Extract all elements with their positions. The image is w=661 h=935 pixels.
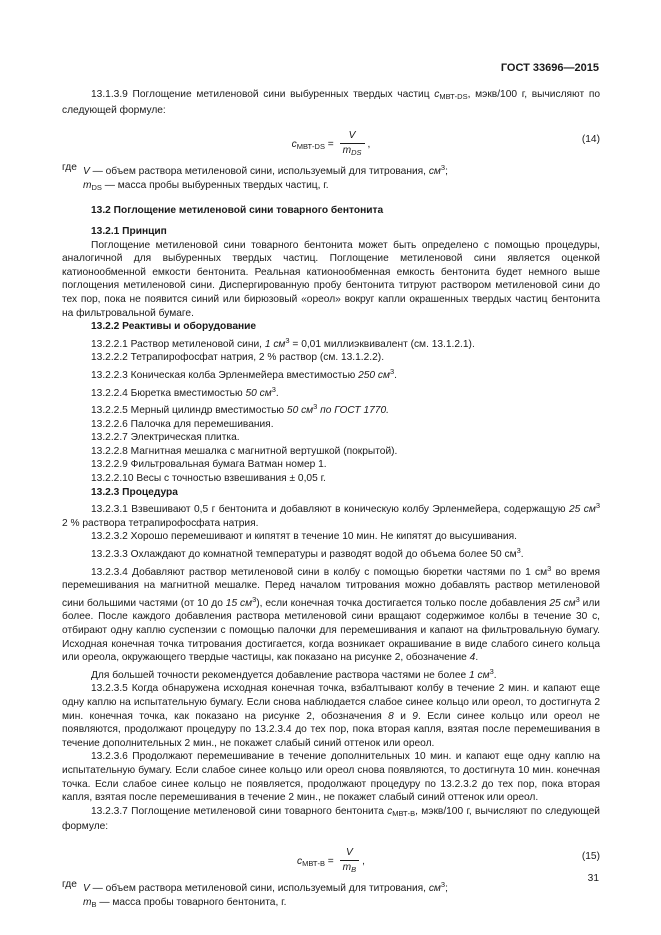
equation-number: (14) [581, 134, 600, 146]
text: , мэкв/100 г, вычисляют по следующей формуле: [62, 89, 601, 116]
list-item: 13.2.2.2 Тетрапирофосфат натрия, 2 % раствор (см. 13.1.2.2). [91, 352, 385, 364]
text: 13.2.3.7 Поглощение метиленовой сини товарного бентонита [91, 805, 388, 817]
superscript: 3 [271, 384, 276, 394]
text: 15 см [225, 597, 253, 609]
formula-expression: $c_{МВТ-DS}$ = $\frac{V}{m_{DS}}$ , [62, 129, 600, 159]
text: 13.2.2.5 Мерный цилиндр вместимостью [91, 405, 287, 417]
text: 13.2.3.3 Охлаждают до комнатной температуры и разводят водой до объема более 50 см [91, 549, 517, 561]
text: 50 см [286, 405, 314, 417]
text: 13.2.2.1 Раствор метиленовой сини, [91, 338, 265, 350]
text: 25 см [568, 504, 596, 516]
list-item [62, 383, 600, 401]
text: 13.2.3.4 Добавляют раствор метиленовой сини в колбу с помощью бюретки частями по 1 см [91, 566, 548, 578]
text: 13.2.3.1 Взвешивают 0,5 г бентонита и добавляют в коническую колбу Эрленмейера, содержащую [91, 504, 569, 516]
text: 50 см [245, 387, 272, 399]
unit: см [428, 166, 441, 178]
where-label: где [62, 162, 77, 174]
document-header: ГОСТ 33696—2015 [500, 62, 599, 74]
text: Для большей точности рекомендуется добавление раствора частями не более [91, 669, 470, 681]
superscript: 3 [285, 335, 290, 345]
formula-expression: $c_{МВТ-В}$ = $\frac{V}{m_B}$ , [62, 846, 600, 876]
formula-lhs: c [297, 855, 303, 867]
text: и [393, 710, 413, 722]
where-m-14 [62, 179, 600, 195]
text: — масса пробы товарного бентонита, г. [96, 896, 287, 908]
formula-15 [62, 840, 600, 874]
formula-lhs-subscript: МВТ-В [302, 858, 325, 868]
paragraph-13-2-3-3 [62, 544, 600, 562]
list-item: 13.2.2.10 Весы с точностью взвешивания ± 0,05 г. [91, 473, 326, 485]
equation-number: (15) [581, 850, 600, 862]
text: . [493, 669, 497, 681]
paragraph-13-1-3-9 [62, 88, 600, 117]
denominator [340, 861, 360, 877]
text: 8 [388, 710, 394, 722]
text: . [394, 369, 397, 381]
list-item [62, 365, 600, 383]
text: , мэкв/100 г, вычисляют по следующей формуле: [62, 805, 600, 833]
paragraph-principle: Поглощение метиленовой сини товарного бентонита может быть определено с помощью процедуры, аналогичной для выбуренных твердых частиц. Поглощение метиленовой сини является оценкой катионообменной емкости бентонита. Реальная катионообменная емкость бентонита будет немного выше поглощения метиленовой сини. Диспергированную пробу бентонита титруют раствором метиленовой сини до тех пор, пока не появится синий или бирюзовый «ореол» вокруг капли окрашенных твердых частиц бентонита на фильтровальной бумаге. [62, 239, 600, 319]
symbol: c [387, 805, 393, 817]
text: во время перемешивания на магнитной мешалке. Перед началом титрования можно добавлять раствор метиленовой сини большими частями (от 10 до [62, 566, 601, 609]
formula-14 [62, 123, 600, 157]
list-item [62, 334, 600, 352]
section-heading-13-2-1: 13.2.1 Принцип [91, 225, 167, 237]
text: 2 % раствора тетрапирофосфата натрия. [62, 517, 259, 529]
superscript: 3 [440, 879, 446, 889]
text: 13.2.2.3 Коническая колба Эрленмейера вместимостью [91, 369, 359, 381]
unit: см [428, 882, 441, 894]
where-v-14 [62, 161, 600, 179]
symbol: V [83, 882, 90, 894]
superscript: 3 [440, 163, 446, 173]
text: — объем раствора метиленовой сини, используемый для титрования, [89, 166, 429, 178]
paragraph-13-2-3-6: 13.2.3.6 Продолжают перемешивание в течение дополнительных 10 мин. и капают еще одну каплю на испытательную бумагу. Если слабое синее кольцо или ореол снова появляются, то достигнута 10 мин. конечная точка. Если слабое синее кольцо не появляется, продолжают процедуру по 13.2.3.2 до тех пор, пока вторая капля, взятая после перемешивания в течение 2 мин., не покажет слабый синий оттенок или ореол. [62, 751, 600, 804]
paragraph-13-2-3-2: 13.2.3.2 Хорошо перемешивают и кипятят в течение 10 мин. Не кипятят до высушивания. [91, 531, 517, 543]
fraction [340, 129, 365, 159]
subscript: МВТ-DS [439, 92, 468, 101]
where-v-15 [62, 878, 600, 896]
list-item: 13.2.2.7 Электрическая плитка. [91, 432, 240, 444]
symbol: V [83, 166, 90, 178]
text: 4 [469, 652, 476, 664]
paragraph-note [62, 665, 600, 683]
text: — масса пробы выбуренных твердых частиц, г. [101, 179, 329, 191]
paragraph-13-2-3-4 [62, 562, 600, 665]
denominator-subscript: B [351, 864, 357, 874]
paragraph-13-2-3-1 [62, 499, 600, 530]
superscript: 3 [595, 501, 600, 511]
text: 25 см [549, 597, 576, 609]
text: ; [445, 882, 448, 894]
paragraph-13-2-3-5 [62, 682, 600, 750]
superscript: 3 [389, 366, 395, 376]
superscript: 3 [575, 594, 580, 604]
text: 9 [412, 710, 418, 722]
text: или более. После каждого добавления раствора метиленовой сини вращают содержимое колбы в течение 30 с, отбирают одну каплю суспензии с помощью палочки для перемешивания и капают на фильтровальную бумагу. Исходная конечная точка титрования достигается, когда возникает окрашивание в виде слабого синего кольца или ореола, окружающего твердые частицы, как показано на рисунке 2, обозначение [62, 597, 600, 664]
superscript: 3 [252, 594, 257, 604]
text: . [520, 549, 524, 561]
text: . [275, 387, 279, 399]
page-number: 31 [587, 873, 599, 884]
denominator-subscript: DS [351, 147, 362, 157]
list-item: 13.2.2.8 Магнитная мешалка с магнитной вертушкой (покрытой). [91, 445, 398, 457]
text: 250 см [358, 369, 390, 381]
superscript: 3 [313, 402, 318, 412]
section-heading-13-2: 13.2 Поглощение метиленовой сини товарного бентонита [91, 205, 384, 217]
text: = 0,01 миллиэквивалент (см. 13.1.2.1). [289, 338, 475, 350]
formula-lhs-subscript: МВТ-DS [296, 141, 325, 151]
section-heading-13-2-3: 13.2.3 Процедура [91, 486, 178, 498]
denominator [340, 144, 365, 160]
denominator-symbol: m [342, 861, 352, 873]
subscript: В [91, 899, 97, 909]
where-label: где [62, 878, 77, 890]
list-item: 13.2.2.6 Палочка для перемешивания. [91, 418, 274, 430]
text: 13.2.3.5 Когда обнаружена исходная конечная точка, взбалтывают колбу в течение 2 мин. и капают еще одну каплю на испытательную бумагу. Если снова наблюдается слабое синее кольцо или ореол, то достигнута 2 мин. конечная точка, как показано на рисунке 2, обозначения [62, 683, 600, 722]
symbol: c [434, 89, 440, 100]
numerator: V [340, 846, 360, 861]
fraction [340, 846, 360, 876]
superscript: 3 [516, 546, 521, 556]
subscript: DS [91, 182, 102, 192]
text: 1 см [469, 669, 490, 681]
text: 13.1.3.9 Поглощение метиленовой сини выбуренных твердых частиц [91, 89, 435, 100]
list-item: 13.2.2.9 Фильтровальная бумага Ватман номер 1. [91, 459, 327, 471]
numerator: V [340, 129, 365, 144]
text: — объем раствора метиленовой сини, используемый для титрования, [89, 882, 429, 894]
superscript: 3 [547, 563, 552, 573]
paragraph-13-2-3-7 [62, 805, 600, 834]
where-m-15 [62, 896, 600, 912]
text: . [475, 652, 479, 664]
text: . Если синее кольцо или ореол не появляются, продолжают процедуру по 13.2.3.4 до тех пор, пока вторая капля, взятая после перемешивания в течение дополнительных 2 мин., не покажет слабый синий оттенок или ореол. [62, 710, 600, 749]
formula-lhs: c [291, 138, 297, 150]
symbol: m [83, 179, 92, 191]
page-body [62, 88, 600, 911]
text: по ГОСТ 1770. [317, 405, 389, 417]
section-heading-13-2-2: 13.2.2 Реактивы и оборудование [91, 321, 257, 333]
superscript: 3 [489, 666, 494, 676]
list-item [62, 400, 600, 418]
symbol: m [83, 896, 92, 908]
denominator-symbol: m [342, 144, 352, 156]
text: 1 см [264, 338, 286, 350]
text: 13.2.2.4 Бюретка вместимостью [91, 387, 246, 399]
text: ), если конечная точка достигается только после добавления [256, 597, 550, 609]
subscript: МВТ-В [392, 808, 416, 818]
text: ; [445, 166, 448, 178]
